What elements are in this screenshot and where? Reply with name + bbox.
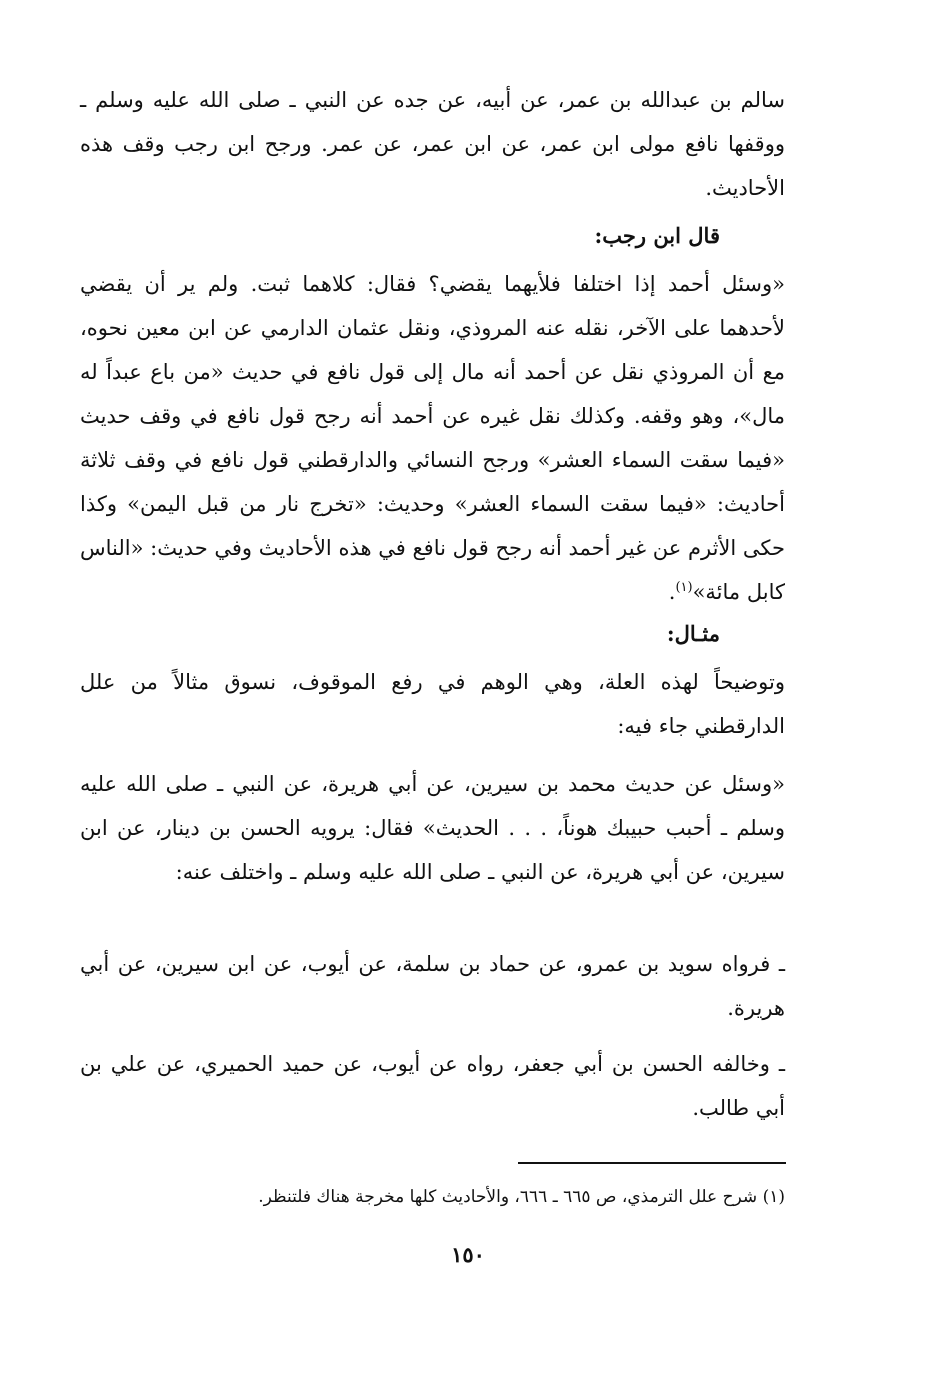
- paragraph-example-intro: وتوضيحاً لهذه العلة، وهي الوهم في رفع الموقوف، نسوق مثالاً من علل الدارقطني جاء فيه:: [80, 670, 785, 738]
- paragraph-quote-ibn-rajab: [80, 262, 785, 614]
- footnote: (١) شرح علل الترمذي، ص ٦٦٥ ـ ٦٦٦، والأحاديث كلها مخرجة هناك فلتنظر.: [258, 1187, 785, 1207]
- quote-end: .: [668, 580, 676, 604]
- paragraph-intro: سالم بن عبدالله بن عمر، عن أبيه، عن جده عن النبي ـ صلى الله عليه وسلم ـ ووقفها نافع مولى ابن عمر، عن ابن عمر، عن عمر. ورجح ابن رجب وقف هذه الأحاديث.: [80, 88, 785, 200]
- paragraph-daraqutni-quote: «وسئل عن حديث محمد بن سيرين، عن أبي هريرة، عن النبي ـ صلى الله عليه وسلم ـ أحبب حبيبك هوناً، . . . الحديث» فقال: يرويه الحسن بن دينار، عن ابن سيرين، عن أبي هريرة، عن النبي ـ صلى الله عليه وسلم ـ واختلف عنه:: [80, 772, 785, 884]
- list-item-narration-2: ـ وخالفه الحسن بن أبي جعفر، رواه عن أيوب، عن حميد الحميري، عن علي بن أبي طالب.: [80, 1052, 785, 1120]
- list-item-narration-1: ـ فرواه سويد بن عمرو، عن حماد بن سلمة، عن أيوب، عن ابن سيرين، عن أبي هريرة.: [80, 952, 785, 1020]
- heading-ibn-rajab: قال ابن رجب:: [594, 223, 720, 248]
- page-number: ١٥٠: [451, 1242, 485, 1267]
- heading-example: مثـال:: [666, 621, 720, 646]
- footnote-divider: [518, 1162, 786, 1164]
- footnote-marker: (١): [675, 580, 693, 595]
- quote-text: «وسئل أحمد إذا اختلفا فلأيهما يقضي؟ فقال: كلاهما ثبت. ولم ير أن يقضي لأحدهما على الآخر، نقله عنه المروذي، ونقل عثمان الدارمي عن ابن معين نحوه، مع أن المروذي نقل عن أحمد أنه مال إلى قول نافع في حديث «من باع عبداً له مال»، وهو وقفه. وكذلك نقل غيره عن أحمد أنه رجح قول نافع في وقف حديث «فيما سقت السماء العشر» ورجح النسائي والدارقطني قول نافع في وقف ثلاثة أحاديث: «فيما سقت السماء العشر» وحديث: «تخرج نار من قبل اليمن» وكذا حكى الأثرم عن غير أحمد أنه رجح قول نافع في هذه الأحاديث وفي حديث: «الناس كابل مائة»: [80, 272, 785, 604]
